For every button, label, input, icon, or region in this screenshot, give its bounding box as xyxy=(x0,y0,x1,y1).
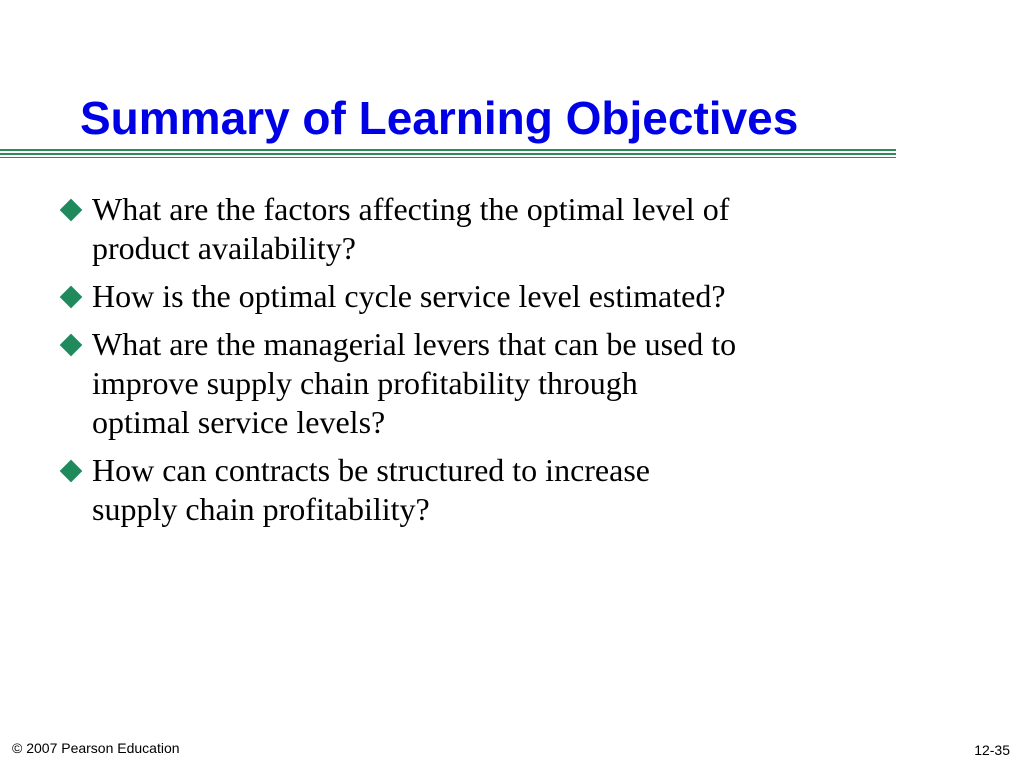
diamond-bullet-icon xyxy=(60,334,83,357)
title-underline xyxy=(0,149,896,151)
objective-text-line: optimal service levels? xyxy=(92,404,386,440)
copyright-notice: © 2007 Pearson Education xyxy=(12,740,180,756)
objectives-list xyxy=(58,190,918,538)
objective-text-line: How is the optimal cycle service level estimated? xyxy=(92,278,726,314)
title-underline xyxy=(0,153,896,155)
objective-text-line: What are the managerial levers that can be used to xyxy=(92,326,737,362)
objective-text-line: What are the factors affecting the optimal level of xyxy=(92,191,730,227)
objective-item xyxy=(58,325,918,442)
page-number: 12-35 xyxy=(974,742,1010,758)
objective-item xyxy=(58,190,918,268)
objective-text-line: supply chain profitability? xyxy=(92,491,430,527)
slide-title: Summary of Learning Objectives xyxy=(80,92,799,144)
objective-item xyxy=(58,451,918,529)
objective-text-line: product availability? xyxy=(92,230,356,266)
diamond-bullet-icon xyxy=(60,460,83,483)
diamond-bullet-icon xyxy=(60,286,83,309)
diamond-bullet-icon xyxy=(60,199,83,222)
objective-text-line: improve supply chain profitability through xyxy=(92,365,638,401)
objective-item xyxy=(58,277,918,316)
title-underline xyxy=(0,157,896,158)
objective-text-line: How can contracts be structured to increase xyxy=(92,452,650,488)
